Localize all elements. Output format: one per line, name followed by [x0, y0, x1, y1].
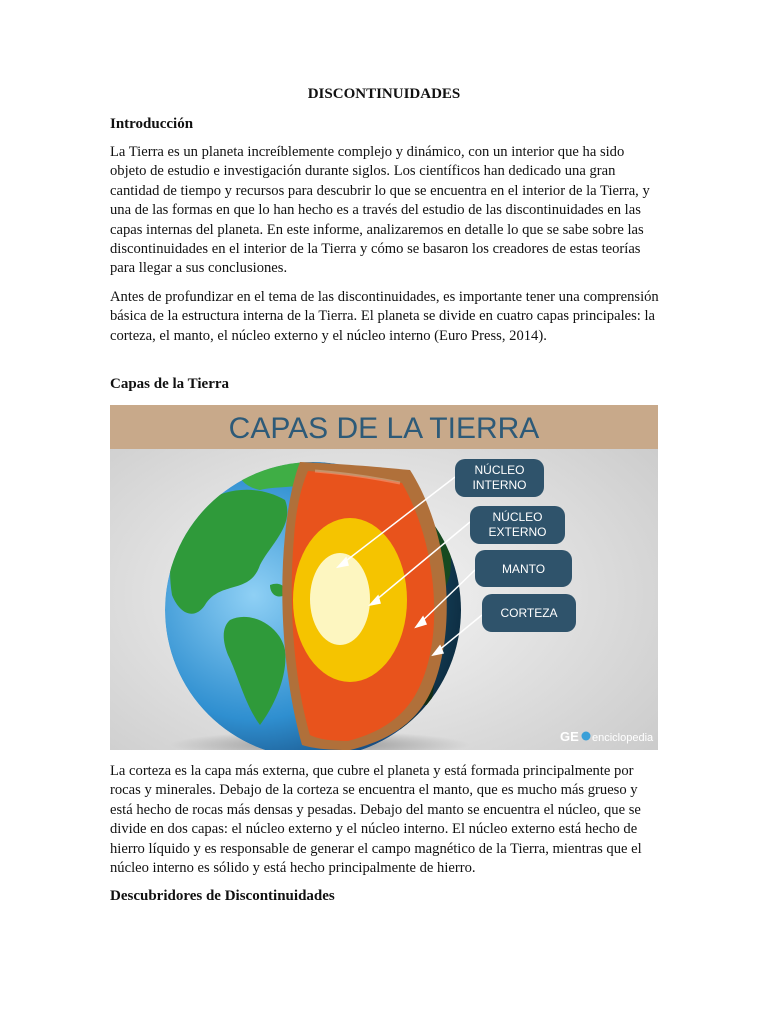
svg-text:CORTEZA: CORTEZA [500, 606, 558, 620]
earth-layers-figure [110, 405, 658, 750]
svg-text:NÚCLEO: NÚCLEO [474, 463, 525, 477]
figure-banner-title: CAPAS DE LA TIERRA [228, 412, 540, 445]
svg-text:GE: GE [560, 729, 579, 744]
svg-text:NÚCLEO: NÚCLEO [492, 510, 543, 524]
capas-paragraph-1: La corteza es la capa más externa, que cubre el planeta y está formada principalmente por rocas y minerales. Debajo de la corteza se encuentra el manto, que es mucho más grueso y está hecho de rocas más densas y pesadas. Debajo del manto se encuentra el núcleo, que se divide en dos capas: el núcleo externo y el núcleo interno. El núcleo externo está hecho de hierro líquido y es responsable de generar el campo magnético de la Tierra, mientras que el núcleo interno es sólido y está hecho principalmente de hierro. [110, 763, 642, 877]
section-heading-introduccion: Introducción [110, 116, 194, 132]
section-heading-descubridores: Descubridores de Discontinuidades [110, 888, 335, 904]
label-manto [475, 550, 572, 587]
document-title: DISCONTINUIDADES [307, 86, 461, 102]
section-heading-capas: Capas de la Tierra [110, 376, 230, 392]
svg-text:enciclopedia: enciclopedia [592, 732, 654, 744]
intro-paragraph-2: Antes de profundizar en el tema de las discontinuidades, es importante tener una comprensión básica de la estructura interna de la Tierra. El planeta se divide en cuatro capas principales: la corteza, el manto, el núcleo externo y el núcleo interno (Euro Press, 2014). [110, 289, 659, 344]
intro-paragraph-1: La Tierra es un planeta increíblemente complejo y dinámico, con un interior que ha sido objeto de estudio e investigación durante siglos. Los científicos han dedicado una gran cantidad de tiempo y recursos para descubrir lo que se encuentra en el interior de la Tierra, y una de las formas en que lo han hecho es a través del estudio de las discontinuidades en las capas internas del planeta. En este informe, analizaremos en detalle lo que se sabe sobre las discontinuidades en el interior de la Tierra y cómo se basaron los creadores de estas teorías para llegar a sus conclusiones. [110, 144, 650, 277]
svg-text:INTERNO: INTERNO [472, 478, 527, 492]
label-nucleo-externo [470, 506, 565, 544]
svg-text:EXTERNO: EXTERNO [488, 525, 547, 539]
label-corteza [482, 594, 576, 632]
label-nucleo-interno [455, 459, 544, 497]
figure-watermark [560, 729, 654, 744]
globe-dot-icon [582, 732, 591, 741]
svg-text:MANTO: MANTO [501, 562, 546, 576]
